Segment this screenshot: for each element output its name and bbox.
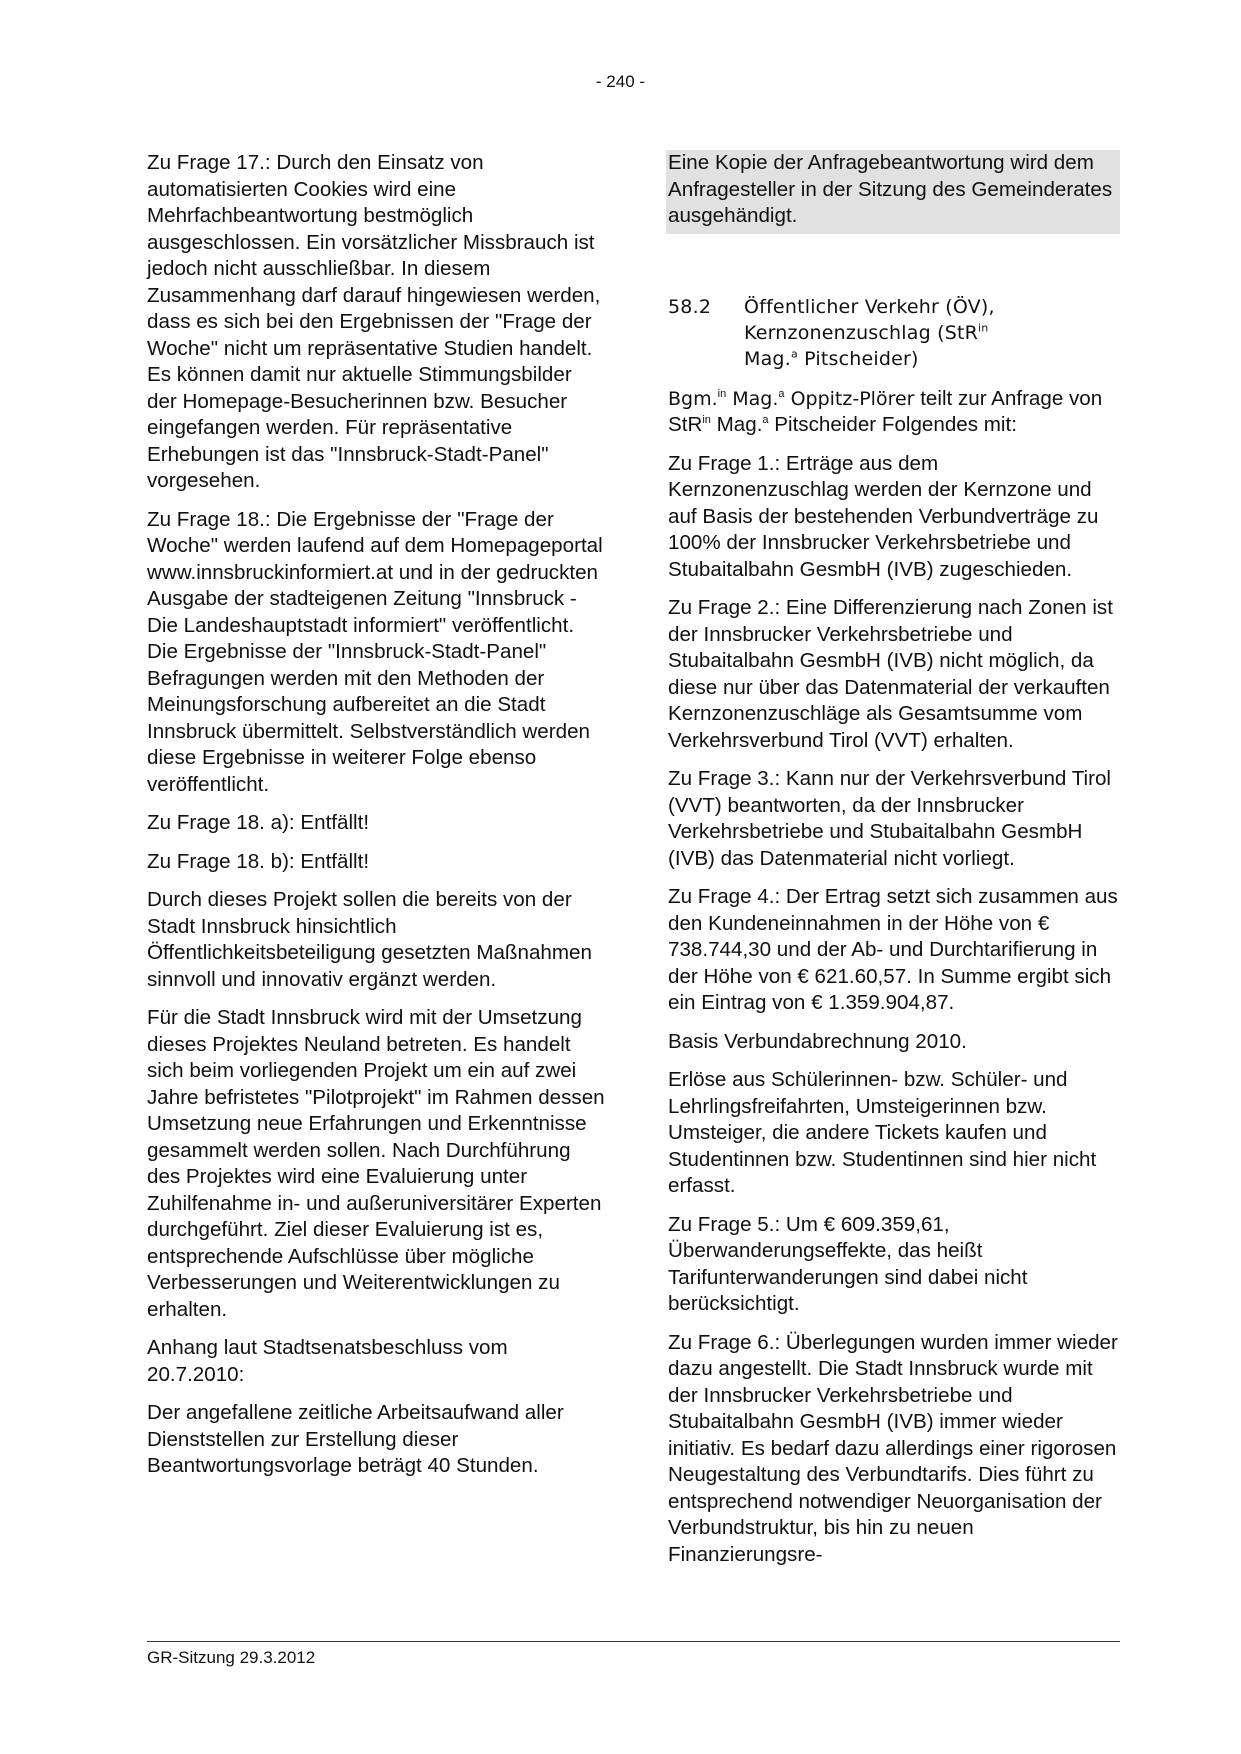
appendix-paragraph: Anhang laut Stadtsenatsbeschluss vom 20.7.2010: [147, 1336, 508, 1386]
shaded-note: Eine Kopie der Anfragebeantwortung wird dem Anfragesteller in der Sitzung des Gemeinderates ausgehändigt. [666, 150, 1120, 234]
project-paragraph: Durch dieses Projekt sollen die bereits von der Stadt Innsbruck hinsichtlich Öffentlichkeitsbeteiligung gesetzten Maßnahmen sinnvoll und innovativ ergänzt werden. [147, 888, 592, 991]
page-number: - 240 - [595, 72, 646, 91]
answer-question-3: Zu Frage 3.: Kann nur der Verkehrsverbund Tirol (VVT) beantworten, da der Innsbrucker Verkehrsbetriebe und Stubaitalbahn GesmbH (IVB) das Datenmaterial nicht vorliegt. [668, 767, 1111, 870]
answer-question-1: Zu Frage 1.: Erträge aus dem Kernzonenzuschlag werden der Kernzone und auf Basis der bestehenden Verbundverträge zu 100% der Innsbrucker Verkehrsbetriebe und Stubaitalbahn GesmbH (IVB) zugeschieden. [668, 451, 1099, 581]
right-column [668, 150, 1118, 1580]
answer-question-5: Zu Frage 5.: Um € 609.359,61, Überwanderungseffekte, das heißt Tarifunterwanderungen sind dabei nicht berücksichtigt. [668, 1212, 1028, 1315]
left-column [147, 150, 607, 1492]
answer-question-18b: Zu Frage 18. b): Entfällt! [147, 849, 370, 873]
revenue-paragraph: Erlöse aus Schülerinnen- bzw. Schüler- und Lehrlingsfreifahrten, Umsteigerinnen bzw. Umsteiger, die andere Tickets kaufen und Studentinnen bzw. Studentinnen sind hier nicht erfasst. [668, 1068, 1097, 1197]
answer-question-6: Zu Frage 6.: Überlegungen wurden immer wieder dazu angestellt. Die Stadt Innsbruck wurde mit der Innsbrucker Verkehrsbetriebe und Stubaitalbahn GesmbH (IVB) immer wieder initiativ. Es bedarf dazu allerdings einer rigorosen Neugestaltung des Verbundtarifs. Dies führt zu entsprechend notwendiger Neuorganisation der Verbundstruktur, bis hin zu neuen Finanzierungsre- [668, 1330, 1118, 1566]
workload-paragraph: Der angefallene zeitliche Arbeitsaufwand aller Dienststellen zur Erstellung dieser Beantwortungsvorlage beträgt 40 Stunden. [147, 1401, 564, 1477]
footer-divider [147, 1641, 1120, 1642]
answer-question-2: Zu Frage 2.: Eine Differenzierung nach Zonen ist der Innsbrucker Verkehrsbetriebe und Stubaitalbahn GesmbH (IVB) nicht möglich, da diese nur über das Datenmaterial der verkauften Kernzonenzuschläge als Gesamtsumme vom Verkehrsverbund Tirol (VVT) erhalten. [668, 596, 1113, 752]
basis-paragraph: Basis Verbundabrechnung 2010. [668, 1029, 967, 1053]
answer-question-17: Zu Frage 17.: Durch den Einsatz von automatisierten Cookies wird eine Mehrfachbeantwortung bestmöglich ausgeschlossen. Ein vorsätzlicher Missbrauch ist jedoch nicht ausschließbar. In diesem Zusammenhang darf darauf hingewiesen werden, dass es sich bei den Ergebnissen der "Frage der Woche" nicht um repräsentative Studien handelt. Es können damit nur aktuelle Stimmungsbilder der Homepage-Besucherinnen bzw. Besucher eingefangen werden. Für repräsentative Erhebungen ist das "Innsbruck-Stadt-Panel" vorgesehen. [147, 151, 601, 492]
intro-paragraph: Bgm.$^{in}$ Mag.$^a$ Oppitz-Plörer teilt zur Anfrage von StR$^{in}$ Mag.$^a$ Pitscheider Folgendes mit: [668, 386, 1103, 436]
answer-question-18a: Zu Frage 18. a): Entfällt! [147, 811, 370, 834]
answer-question-4: Zu Frage 4.: Der Ertrag setzt sich zusammen aus den Kundeneinnahmen in der Höhe von € 738.744,30 und der Ab- und Durchtarifierung in der Höhe von € 621.60,57. In Summe ergibt sich ein Eintrag von € 1.359.904,87. [668, 885, 1118, 1014]
section-heading [668, 294, 1118, 372]
evaluation-paragraph: Für die Stadt Innsbruck wird mit der Umsetzung dieses Projektes Neuland betreten. Es handelt sich beim vorliegenden Projekt um ein auf zwei Jahre befristetes "Pilotprojekt" im Rahmen dessen Umsetzung neue Erfahrungen und Erkenntnisse gesammelt werden sollen. Nach Durchführung des Projektes wird eine Evaluierung unter Zuhilfenahme in- und außeruniversitärer Experten durchgeführt. Ziel dieser Evaluierung ist es, entsprechende Aufschlüsse über mögliche Verbesserungen und Weiterentwicklungen zu erhalten. [147, 1006, 605, 1321]
section-number: 58.2 [668, 295, 712, 318]
answer-question-18: Zu Frage 18.: Die Ergebnisse der "Frage der Woche" werden laufend auf dem Homepageportal www.innsbruckinformiert.at und in der gedruckten Ausgabe der stadteigenen Zeitung "Innsbruck - Die Landeshauptstadt informiert" veröffentlicht. Die Ergebnisse der "Innsbruck-Stadt-Panel" Befragungen werden mit den Methoden der Meinungsforschung aufbereitet an die Stadt Innsbruck übermittelt. Selbstverständlich werden diese Ergebnisse in weiterer Folge ebenso veröffentlicht. [147, 507, 603, 796]
section-title: Öffentlicher Verkehr (ÖV), Kernzonenzuschlag (StR$^{in}$ Mag.$^a$ Pitscheider) [744, 295, 995, 370]
footer-text: GR-Sitzung 29.3.2012 [147, 1648, 316, 1667]
